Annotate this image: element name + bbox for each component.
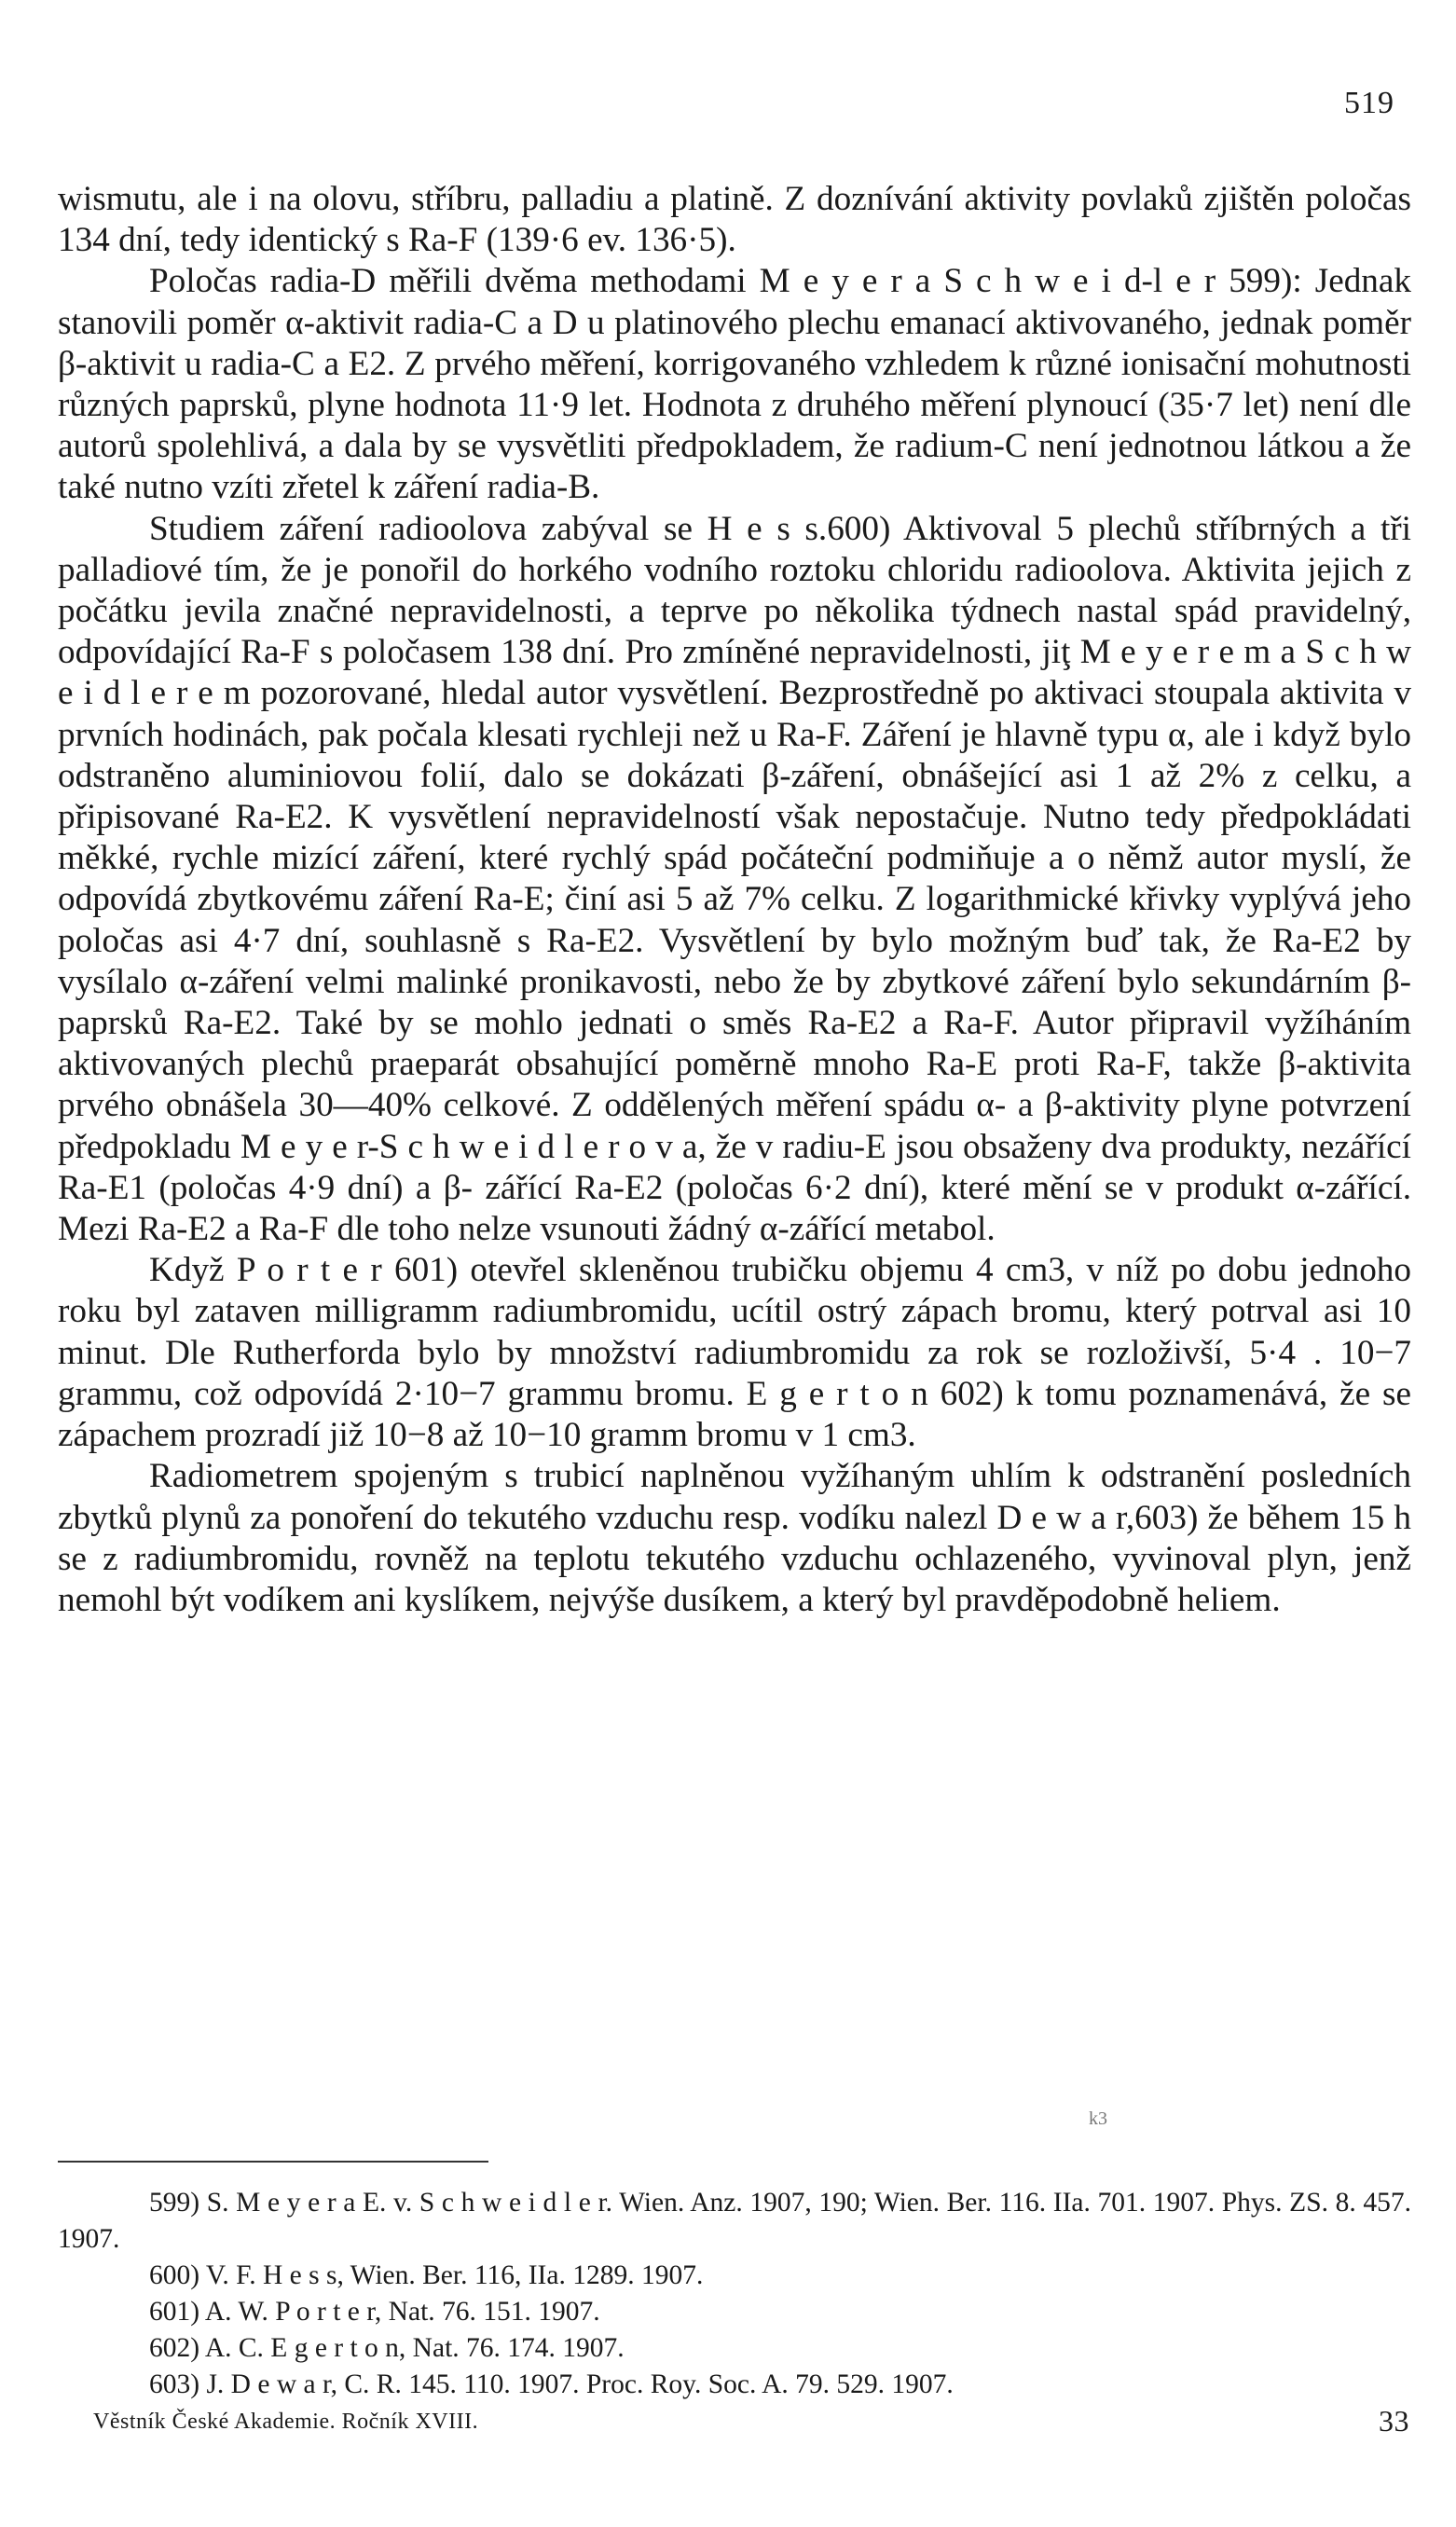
footnote: 602) A. C. E g e r t o n, Nat. 76. 174. 1907.: [149, 2333, 625, 2363]
page-number: 519: [1344, 86, 1394, 120]
paragraph: Radiometrem spojeným s trubicí naplněnou vyžíhaným uhlím k odstranění posledních zbytků plynů za ponoření do tekutého vzduchu resp. vodíku nalezl D e w a r,603) že během 15 h se z radiumbromidu, rovněž na teplotu tekutého vzduchu ochlazeného, vyvinoval plyn, jenž nemohl být vodíkem ani kyslíkem, nejvýše dusíkem, a který byl pravděpodobně heliem.: [58, 1457, 1411, 1619]
footnotes: [58, 2185, 1411, 2403]
paragraph: wismutu, ale i na olovu, stříbru, palladiu a platině. Z doznívání aktivity povlaků zjištěn poločas 134 dní, tedy identický s Ra-F (139·6 ev. 136·5).: [58, 180, 1411, 260]
footnote: 603) J. D e w a r, C. R. 145. 110. 1907. Proc. Roy. Soc. A. 79. 529. 1907.: [149, 2369, 954, 2399]
footnote: 601) A. W. P o r t e r, Nat. 76. 151. 1907.: [149, 2297, 600, 2327]
paragraph: Poločas radia-D měřili dvěma methodami M e y e r a S c h w e i d-l e r 599): Jednak stanovili poměr α-aktivit radia-C a D u platinového plechu emanací aktivovaného, jednak poměr β-aktivit u radia-C a E2. Z prvého měření, korrigovaného vzhledem k různé ionisační mohutnosti různých paprsků, plyne hodnota 11·9 let. Hodnota z druhého měření plynoucí (35·7 let) není dle autorů spolehlivá, a dala by se vysvětliti předpokladem, že radium-C není jednotnou látkou a že také nutno vzíti zřetel k záření radia-B.: [58, 262, 1411, 507]
footnote: 599) S. M e y e r a E. v. S c h w e i d l e r. Wien. Anz. 1907, 190; Wien. Ber. 116. IIa. 701. 1907. Phys. ZS. 8. 457. 1907.: [58, 2188, 1411, 2254]
page-footer: [93, 2404, 1409, 2438]
footnote-divider: [58, 2161, 488, 2163]
margin-mark: k3: [1089, 2108, 1107, 2129]
sheet-number: 33: [1379, 2404, 1409, 2438]
footnote: 600) V. F. H e s s, Wien. Ber. 116, IIa. 1289. 1907.: [149, 2260, 704, 2290]
body-text: [58, 179, 1411, 1621]
paragraph: Studiem záření radioolova zabýval se H e s s.600) Aktivoval 5 plechů stříbrných a tři palladiové tím, že je ponořil do horkého vodního roztoku chloridu radioolova. Aktivita jejich z počátku jevila značné nepravidelnosti, a teprve po několika týdnech nastal spád pravidelný, odpovídající Ra-F s poločasem 138 dní. Pro zmíněné nepravidelnosti, jiţ M e y e r e m a S c h w e i d l e r e m pozorované, hledal autor vysvětlení. Bezprostředně po aktivaci stoupala aktivita v prvních hodinách, pak počala klesati rychleji než u Ra-F. Záření je hlavně typu α, ale i když bylo odstraněno aluminiovou folií, dalo se dokázati β-záření, obnášející asi 1 až 2% z celku, a připisované Ra-E2. K vysvětlení nepravidelností však nepostačuje. Nutno tedy předpokládati měkké, rychle mizící záření, které rychlý spád počáteční podmiňuje a o němž autor myslí, že odpovídá zbytkovému záření Ra-E; činí asi 5 až 7% celku. Z logarithmické křivky vyplývá jeho poločas asi 4·7 dní, souhlasně s Ra-E2. Vysvětlení by bylo možným buď tak, že Ra-E2 by vysílalo α-záření velmi malinké pronikavosti, nebo že by zbytkové záření bylo sekundárním β-paprsků Ra-E2. Také by se mohlo jednati o směs Ra-E2 a Ra-F. Autor připravil vyžíháním aktivovaných plechů praeparát obsahující poměrně mnoho Ra-E proti Ra-F, takže β-aktivita prvého obnášela 30—40% celkové. Z oddělených měření spádu α- a β-aktivity plyne potvrzení předpokladu M e y e r-S c h w e i d l e r o v a, že v radiu-E jsou obsaženy dva produkty, nezářící Ra-E1 (poločas 4·9 dní) a β- zářící Ra-E2 (poločas 6·2 dní), které mění se v produkt α-zářící. Mezi Ra-E2 a Ra-F dle toho nelze vsunouti žádný α-zářící metabol.: [58, 509, 1411, 1249]
paragraph: Když P o r t e r 601) otevřel skleněnou trubičku objemu 4 cm3, v níž po dobu jednoho roku byl zataven milligramm radiumbromidu, ucítil ostrý zápach bromu, který potrval asi 10 minut. Dle Rutherforda bylo by množství radiumbromidu za rok se rozloživší, 5·4 . 10−7 grammu, což odpovídá 2·10−7 grammu bromu. E g e r t o n 602) k tomu poznamenává, že se zápachem prozradí již 10−8 až 10−10 gramm bromu v 1 cm3.: [58, 1251, 1411, 1455]
journal-title: Věstník České Akademie. Ročník XVIII.: [93, 2410, 479, 2434]
